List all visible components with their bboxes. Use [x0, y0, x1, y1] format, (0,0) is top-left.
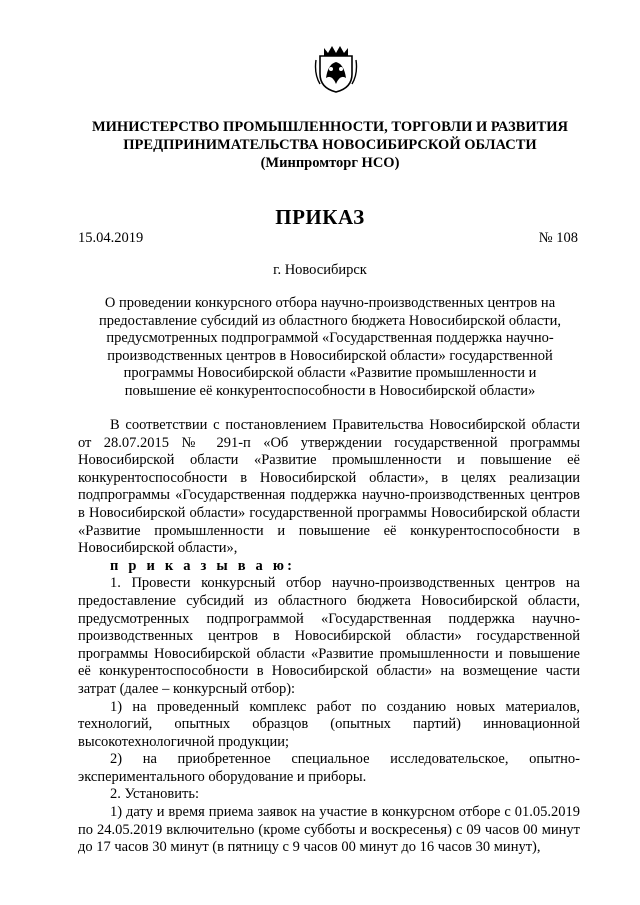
order-subject: О проведении конкурсного отбора научно-производственных центров на предоставление субсидий из областного бюджета Новосибирской области, предусмотренных подпрограммой «Государственная поддержка научно-производственных центров в Новосибирской области» государственной программы Новосибирской области «Развитие промышленности и повышение её конкурентоспособности в Новосибирской области»: [98, 295, 562, 399]
ministry-name-line2: ПРЕДПРИНИМАТЕЛЬСТВА НОВОСИБИРСКОЙ ОБЛАСТИ: [123, 137, 537, 153]
order-body: [78, 417, 580, 857]
preamble-paragraph: В соответствии с постановлением Правительства Новосибирской области от 28.07.2015 № 291-п «Об утверждении государственной программы Новосибирской области «Развитие промышленности и повышение её конкурентоспособности в Новосибирской области», в целях реализации подпрограммы «Государственная поддержка научно-производственных центров в Новосибирской области» государственной программы Новосибирской области «Развитие промышленности и повышение её конкурентоспособности в Новосибирской области»,: [78, 417, 580, 557]
item-1-2: 2) на приобретенное специальное исследовательское, опытно-экспериментального оборудование и приборы.: [78, 751, 580, 785]
command-word: п р и к а з ы в а ю:: [110, 557, 296, 574]
coat-of-arms-icon: [314, 44, 358, 94]
ministry-name-line1: МИНИСТЕРСТВО ПРОМЫШЛЕННОСТИ, ТОРГОВЛИ И РАЗВИТИЯ: [91, 119, 569, 135]
item-2-1: 1) дату и время приема заявок на участие в конкурсном отборе с 01.05.2019 по 24.05.2019 включительно (кроме субботы и воскресенья) с 09 часов 00 минут до 17 часов 30 минут (в пятницу с 9 часов 00 минут до 16 часов 30 минут),: [78, 804, 580, 856]
item-1: 1. Провести конкурсный отбор научно-производственных центров на предоставление субсидий из областного бюджета Новосибирской области, предусмотренных подпрограммой «Государственная поддержка научно-производственных центров в Новосибирской области» государственной программы Новосибирской области «Развитие промышленности и повышение её конкурентоспособности в Новосибирской области» на возмещение части затрат (далее – конкурсный отбор):: [78, 575, 580, 697]
order-city: г. Новосибирск: [273, 262, 367, 278]
ministry-short-name: (Минпромторг НСО): [260, 155, 400, 171]
document-title: ПРИКАЗ: [275, 205, 365, 229]
item-2: 2. Установить:: [110, 786, 200, 803]
order-number: № 108: [538, 230, 578, 246]
item-1-1: 1) на проведенный комплекс работ по созданию новых материалов, технологий, опытных образцов (опытных партий) инновационной высокотехнологичной продукции;: [78, 698, 580, 750]
ministry-header: [60, 118, 600, 172]
order-date: 15.04.2019: [78, 230, 144, 246]
